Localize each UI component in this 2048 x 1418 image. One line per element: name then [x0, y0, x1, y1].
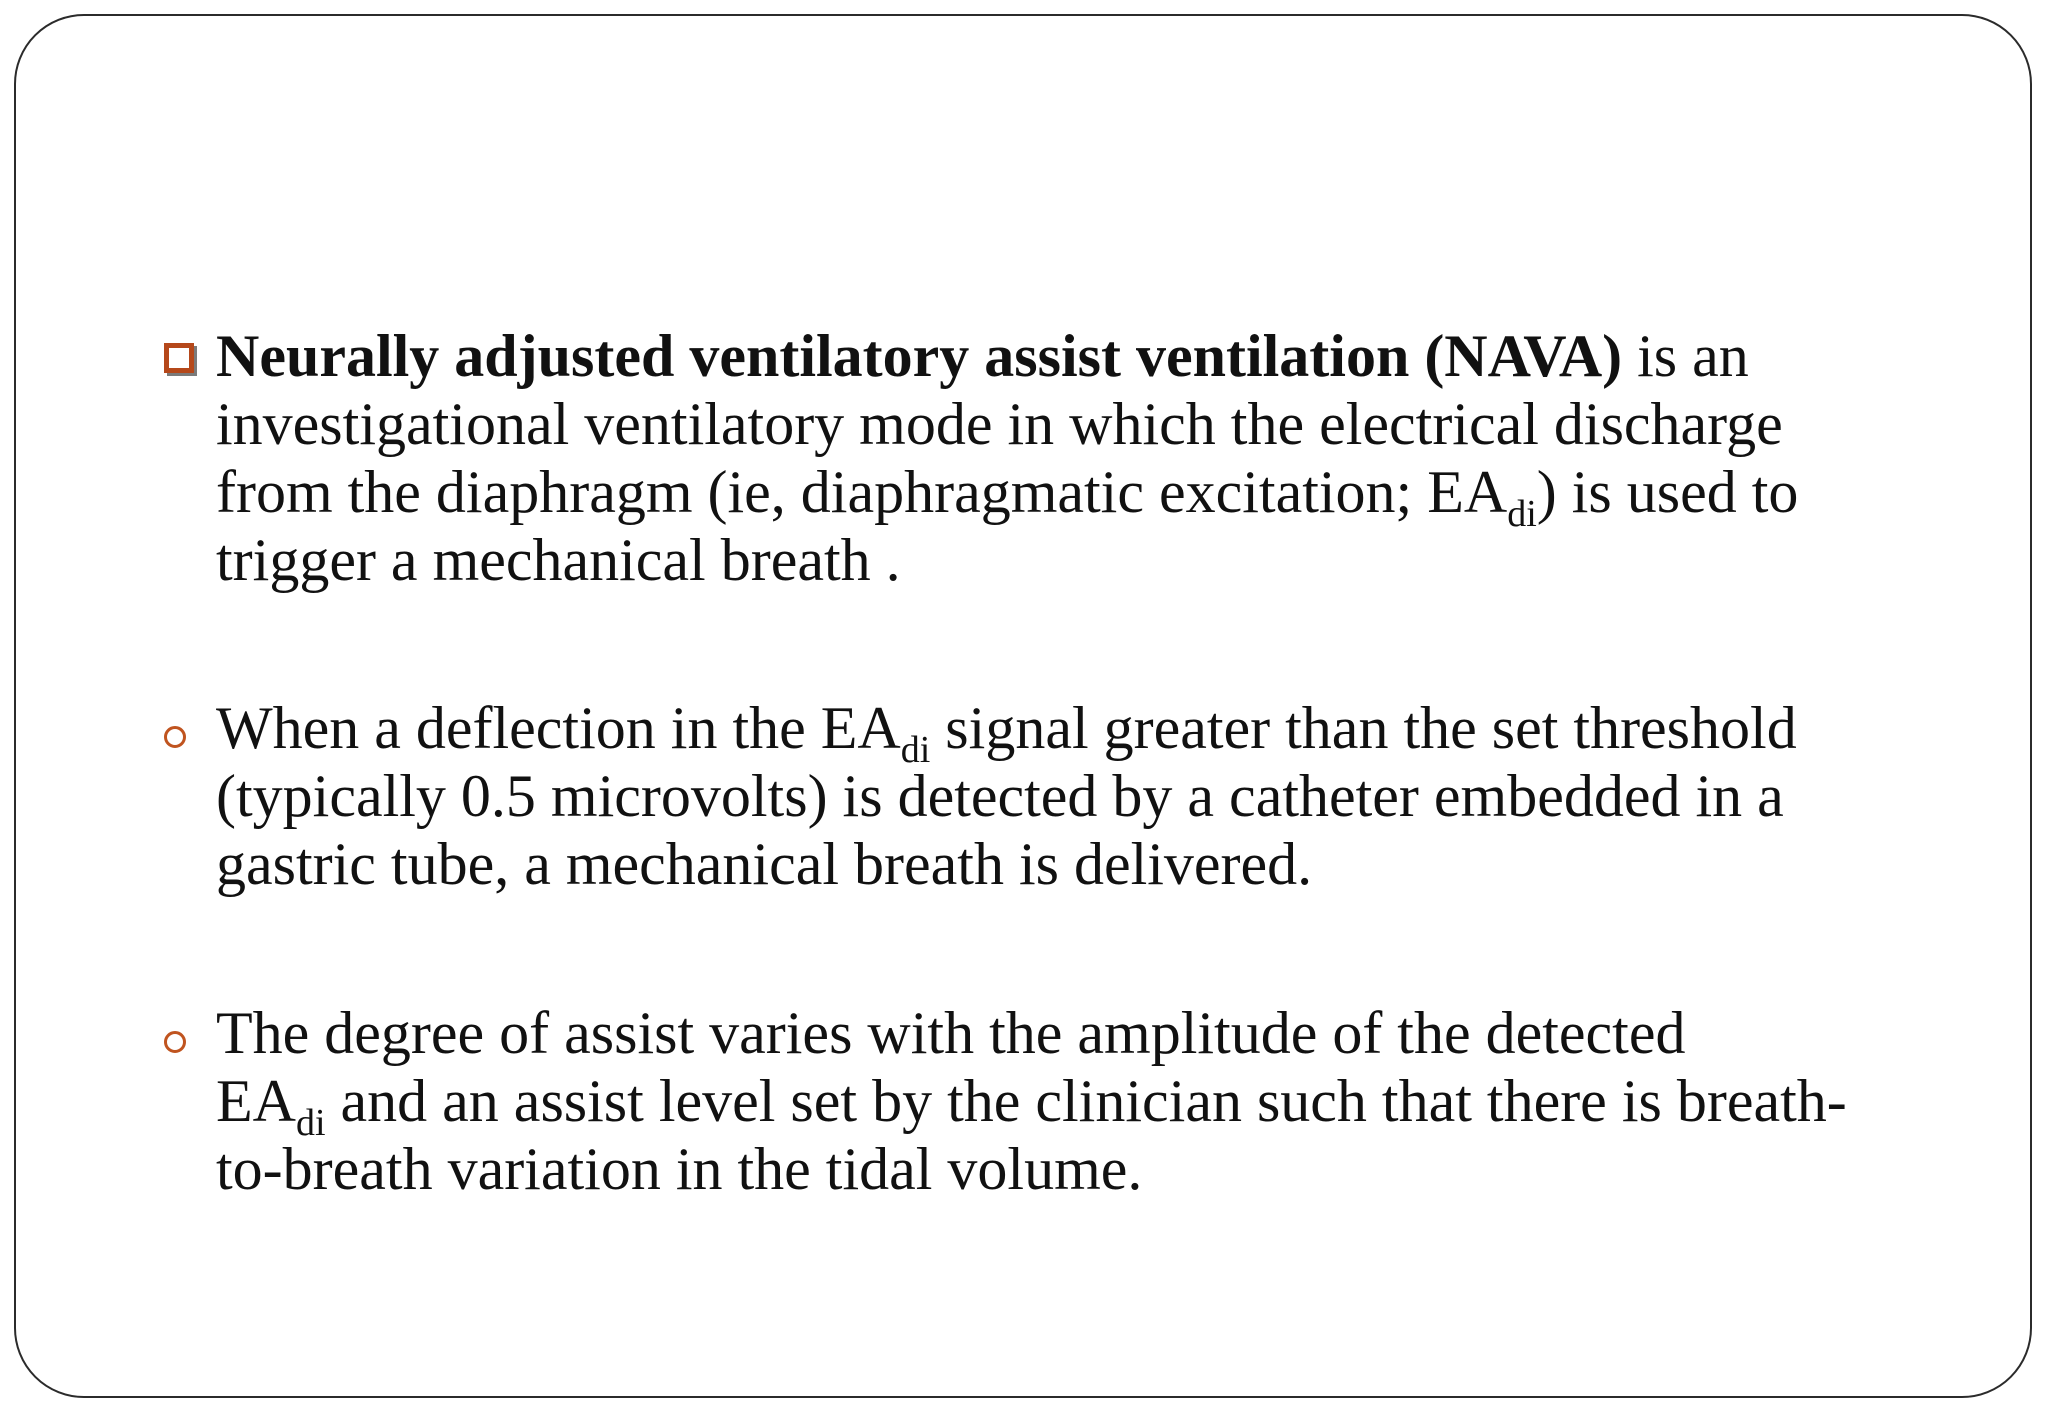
circle-bullet-icon [164, 726, 186, 748]
text-run: gastric tube, a mechanical breath is delivered. [216, 831, 1313, 897]
square-bullet-icon [164, 343, 194, 373]
text-run: to-breath variation in the tidal volume. [216, 1136, 1143, 1202]
text-run: trigger a mechanical breath . [216, 527, 901, 593]
circle-bullet-icon [164, 1031, 186, 1053]
text-run: investigational ventilatory mode in which the electrical discharge [216, 391, 1783, 457]
text-run: EA [216, 1068, 296, 1134]
bold-term: Neurally adjusted ventilatory assist ventilation (NAVA) [216, 323, 1623, 389]
text-line [216, 526, 1798, 594]
text-line [216, 999, 1847, 1067]
subscript: di [900, 729, 931, 771]
slide-content [16, 16, 2030, 1396]
text-run: from the diaphragm (ie, diaphragmatic excitation; EA [216, 459, 1508, 525]
text-line [216, 1067, 1847, 1144]
text-line [216, 458, 1799, 535]
bullet-paragraph-deflection [216, 694, 1797, 898]
text-line [216, 762, 1797, 830]
text-run: When a deflection in the EA [216, 695, 901, 761]
text-line [216, 1135, 1847, 1203]
bullet-paragraph-nava [216, 322, 1798, 594]
text-line [216, 390, 1798, 458]
text-run: is an [1622, 323, 1749, 389]
slide-frame [14, 14, 2032, 1398]
text-run: ) is used to [1536, 459, 1799, 525]
subscript: di [1507, 493, 1537, 535]
text-line [216, 694, 1797, 771]
text-line [216, 830, 1797, 898]
bullet-paragraph-assist [216, 999, 1847, 1203]
text-run: signal greater than the set threshold [930, 695, 1797, 761]
text-line [216, 322, 1798, 390]
text-run: and an assist level set by the clinician such that there is breath- [325, 1068, 1847, 1134]
subscript: di [295, 1102, 326, 1144]
text-run: The degree of assist varies with the amplitude of the detected [216, 1000, 1686, 1066]
text-run: (typically 0.5 microvolts) is detected by a catheter embedded in a [216, 763, 1784, 829]
